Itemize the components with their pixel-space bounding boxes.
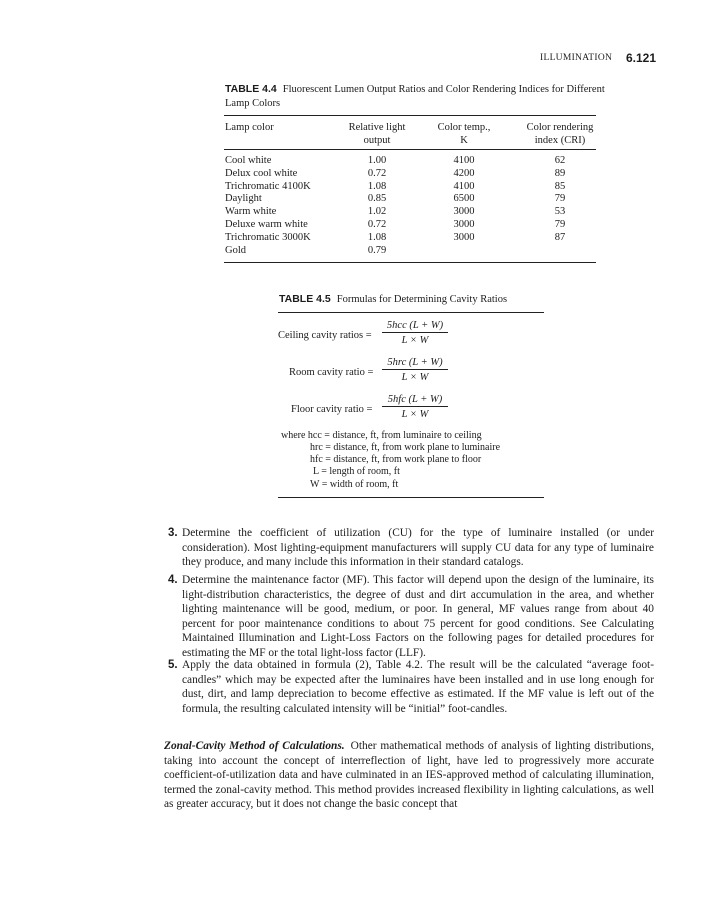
lamp-color-cell: Delux cool white: [225, 167, 298, 179]
room-cavity-fraction: [382, 357, 448, 383]
table-4-5-label: TABLE 4.5: [279, 293, 331, 305]
floor-numerator: 5hfc (L + W): [382, 394, 448, 407]
room-numerator: 5hrc (L + W): [382, 357, 448, 370]
col-head-line2: K: [460, 135, 468, 146]
table-4-4-col-lamp-color: Lamp color: [225, 122, 274, 133]
table-4-4-col-color-temp: [424, 121, 504, 147]
table-4-4-title: Fluorescent Lumen Output Ratios and Color Rendering Indices for Different Lamp Colors: [225, 84, 605, 109]
list-item: [168, 658, 654, 716]
list-item: [168, 526, 654, 570]
list-item-number: 5.: [168, 659, 178, 671]
col-head-line1: Color rendering: [526, 122, 594, 133]
color-temp-cell: 6500: [453, 193, 475, 205]
zonal-cavity-text: Other mathematical methods of analysis of lighting distributions, taking into account the concept of interreflection of light, have led to progressively more accurate coefficient-of-utilization data and have culminated in an IES-approved method of calculating illumination, termed the zonal-cavity method. This method provides increased flexibility in lighting calculations, as well as greater accuracy, but it does not change the basic concept that: [164, 740, 654, 811]
lamp-color-cell: Daylight: [225, 193, 262, 205]
list-item-text: Apply the data obtained in formula (2), Table 4.2. The result will be the calculated “average foot-candles” which may be expected after the luminaires have been installed and in use long enough for dust, dirt, and lamp depreciation to become effective as estimated. If the MF value is left out of the formula, the resulting calculated intensity will be “initial” foot-candles.: [182, 659, 654, 715]
color-temp-cell: 4100: [453, 180, 475, 192]
relative-light-cell: 0.79: [367, 244, 387, 256]
relative-light-cell: 1.00: [367, 155, 387, 166]
col-head-line2: index (CRI): [534, 135, 586, 146]
legend-line-hrc: hrc = distance, ft, from work plane to luminaire: [310, 442, 501, 453]
table-4-4-bottom-rule: [224, 262, 596, 263]
relative-light-cell: 1.02: [367, 206, 387, 218]
relative-light-cell: 1.08: [367, 180, 387, 192]
list-item-number: 4.: [168, 574, 178, 586]
ceiling-cavity-fraction: [382, 320, 448, 346]
col-head-line1: Color temp.,: [437, 122, 491, 133]
relative-light-cell: 1.08: [367, 231, 387, 243]
cri-cell: 87: [554, 231, 566, 243]
cri-cell: 79: [554, 193, 566, 205]
cri-cell: 53: [554, 206, 566, 218]
floor-denominator: L × W: [401, 409, 429, 420]
running-header-section: ILLUMINATION: [540, 53, 613, 63]
list-item-text: Determine the maintenance factor (MF). This factor will depend upon the design of the luminaire, its light-distribution characteristics, the degree of dust and dirt accumulation in the area, and whether lighting maintenance will be good, medium, or poor. In general, MF values range from about 40 percent for poor maintenance conditions to about 75 percent for good conditions. See Calculating Maintained Illumination and Light-Loss Factors on the following pages for detailed procedures for estimating the MF or the total light-loss factor (LLF).: [182, 574, 654, 659]
relative-light-cell: 0.85: [367, 193, 387, 205]
table-4-5-caption: [279, 293, 507, 305]
relative-light-cell: 0.72: [367, 167, 387, 179]
col-head-line2: output: [363, 135, 391, 146]
list-item-text: Determine the coefficient of utilization (CU) for the type of luminaire installed (or under consideration). Most lighting-equipment manufacturers will supply CU data for any type of luminaire they produce, and many include this information in their standard catalogs.: [182, 527, 654, 569]
table-4-4-header-rule: [224, 149, 596, 150]
table-4-4-top-rule: [224, 115, 596, 116]
lamp-color-cell: Deluxe warm white: [225, 219, 308, 230]
table-4-4-col-relative-light: [330, 121, 424, 147]
ceiling-denominator: L × W: [401, 335, 429, 346]
legend-line-hfc: hfc = distance, ft, from work plane to floor: [310, 454, 482, 465]
table-4-4-col-cri: [512, 121, 608, 147]
zonal-cavity-heading: Zonal-Cavity Method of Calculations.: [164, 740, 345, 752]
color-temp-cell: 3000: [453, 219, 475, 230]
lamp-color-cell: Gold: [225, 244, 246, 256]
legend-line-width: W = width of room, ft: [310, 479, 399, 490]
cri-cell: 62: [554, 155, 566, 166]
page-number: 6.121: [626, 51, 657, 65]
list-item: [168, 573, 654, 661]
ceiling-cavity-label: Ceiling cavity ratios =: [278, 330, 372, 341]
table-4-5-top-rule: [278, 312, 544, 313]
color-temp-cell: 4100: [453, 155, 475, 166]
legend-line-hcc: where hcc = distance, ft, from luminaire to ceiling: [281, 430, 482, 441]
legend-line-length: L = length of room, ft: [313, 466, 400, 477]
lamp-color-cell: Trichromatic 4100K: [225, 180, 311, 192]
table-4-5-title: Formulas for Determining Cavity Ratios: [336, 294, 508, 305]
table-4-4-label: TABLE 4.4: [225, 83, 277, 95]
floor-cavity-label: Floor cavity ratio =: [291, 404, 373, 415]
color-temp-cell: 4200: [453, 167, 475, 179]
ceiling-numerator: 5hcc (L + W): [382, 320, 448, 333]
cri-cell: 79: [554, 219, 566, 230]
color-temp-cell: 3000: [453, 231, 475, 243]
relative-light-cell: 0.72: [367, 219, 387, 230]
room-denominator: L × W: [401, 372, 429, 383]
table-4-5-bottom-rule: [278, 497, 544, 498]
color-temp-cell: 3000: [453, 206, 475, 218]
table-4-4-caption: [225, 82, 605, 111]
lamp-color-cell: Trichromatic 3000K: [225, 231, 311, 243]
col-head-line1: Relative light: [348, 122, 406, 133]
room-cavity-label: Room cavity ratio =: [289, 367, 374, 378]
cri-cell: 89: [554, 167, 566, 179]
lamp-color-cell: Warm white: [225, 206, 277, 218]
zonal-cavity-paragraph: [164, 739, 654, 812]
floor-cavity-fraction: [382, 394, 448, 420]
cri-cell: 85: [554, 180, 566, 192]
list-item-number: 3.: [168, 527, 178, 539]
lamp-color-cell: Cool white: [225, 155, 272, 166]
